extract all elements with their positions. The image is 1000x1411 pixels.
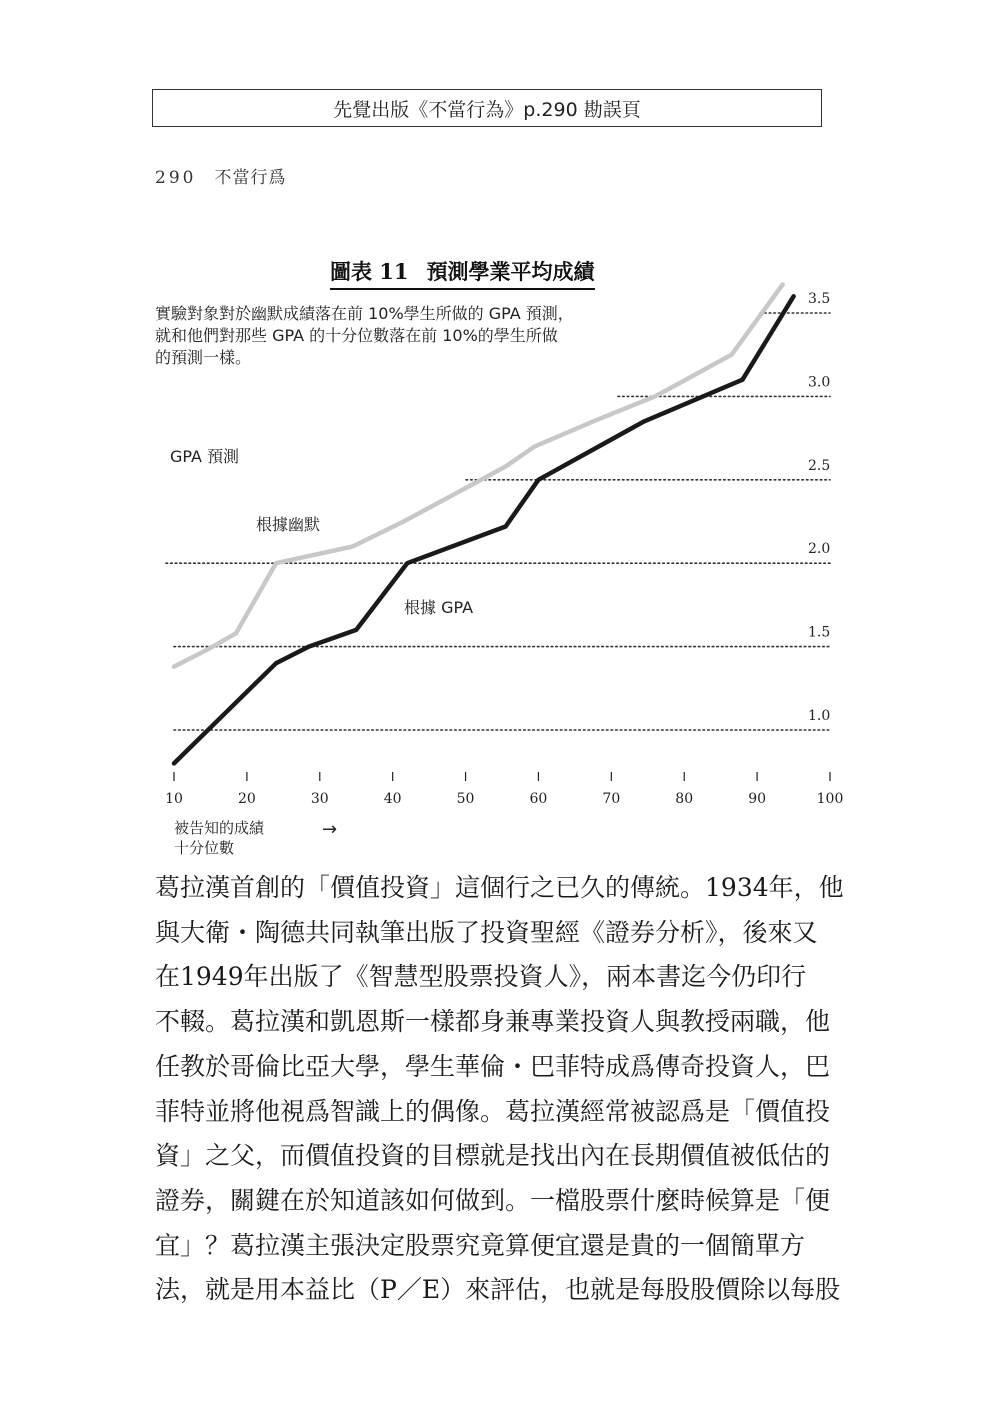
body-line: 證券，關鍵在於知道該如何做到。一檔股票什麼時候算是「便 bbox=[155, 1185, 831, 1215]
page-number: 290 bbox=[155, 168, 197, 188]
x-tick-label: 20 bbox=[237, 791, 256, 807]
x-tick-label: 50 bbox=[456, 791, 475, 807]
x-axis-label-line: 十分位數 bbox=[174, 839, 235, 857]
y-tick-labels bbox=[808, 291, 830, 724]
x-tick-label: 40 bbox=[383, 791, 402, 807]
body-line: 任教於哥倫比亞大學，學生華倫・巴菲特成爲傳奇投資人，巴 bbox=[155, 1051, 831, 1081]
caption-line: 的預測一樣。 bbox=[155, 348, 252, 367]
body-line: 在1949年出版了《智慧型股票投資人》，兩本書迄今仍印行 bbox=[155, 962, 807, 992]
errata-banner: 先覺出版《不當行為》p.290 勘誤頁 bbox=[152, 89, 822, 127]
body-line: 法，就是用本益比（P／E）來評估，也就是每股股價除以每股 bbox=[155, 1275, 841, 1305]
body-text bbox=[155, 866, 855, 1313]
figure-number: 圖表 11 bbox=[330, 259, 409, 284]
body-line: 資」之父，而價值投資的目標就是找出內在長期價值被低估的 bbox=[155, 1141, 831, 1171]
y-tick-label: 2.0 bbox=[808, 541, 831, 558]
caption-line: 就和他們對那些 GPA 的十分位數落在前 10%的學生所做 bbox=[155, 326, 558, 345]
caption-line: 實驗對象對於幽默成績落在前 10%學生所做的 GPA 預測， bbox=[155, 304, 574, 323]
x-tick-label: 90 bbox=[748, 791, 767, 807]
y-tick-label: 3.0 bbox=[808, 374, 831, 391]
body-line: 與大衛・陶德共同執筆出版了投資聖經《證券分析》，後來又 bbox=[155, 917, 818, 947]
series-label-gpa: 根據 GPA bbox=[404, 598, 474, 617]
body-line: 葛拉漢首創的「價值投資」這個行之已久的傳統。1934年，他 bbox=[155, 873, 844, 902]
x-tick-label: 10 bbox=[165, 791, 183, 807]
body-line: 菲特並將他視爲智識上的偶像。葛拉漢經常被認爲是「價值投 bbox=[155, 1096, 831, 1126]
x-tick-label: 60 bbox=[529, 791, 548, 807]
x-tick-label: 80 bbox=[675, 791, 694, 807]
y-axis-label: GPA 預測 bbox=[170, 447, 240, 466]
body-line: 不輟。葛拉漢和凱恩斯一樣都身兼專業投資人與教授兩職，他 bbox=[155, 1007, 831, 1037]
x-ticks bbox=[165, 772, 843, 807]
x-axis-label-line: 被告知的成績 bbox=[174, 819, 265, 837]
x-tick-label: 30 bbox=[310, 791, 329, 807]
figure-title bbox=[330, 256, 595, 290]
x-tick-label: 70 bbox=[602, 791, 621, 807]
y-tick-label: 2.5 bbox=[808, 457, 831, 474]
right-arrow-icon: → bbox=[322, 819, 338, 840]
x-axis-label bbox=[174, 818, 264, 858]
x-tick-label: 100 bbox=[816, 791, 844, 807]
body-line: 宜」？葛拉漢主張決定股票究竟算便宜還是貴的一個簡單方 bbox=[155, 1230, 806, 1260]
book-title: 不當行爲 bbox=[214, 168, 287, 188]
y-tick-label: 3.5 bbox=[808, 291, 831, 307]
series-label-humor: 根據幽默 bbox=[256, 515, 321, 534]
y-tick-label: 1.0 bbox=[808, 708, 831, 724]
figure-caption bbox=[155, 303, 695, 369]
y-tick-label: 1.5 bbox=[808, 624, 831, 641]
figure-title-text: 預測學業平均成績 bbox=[426, 259, 595, 284]
